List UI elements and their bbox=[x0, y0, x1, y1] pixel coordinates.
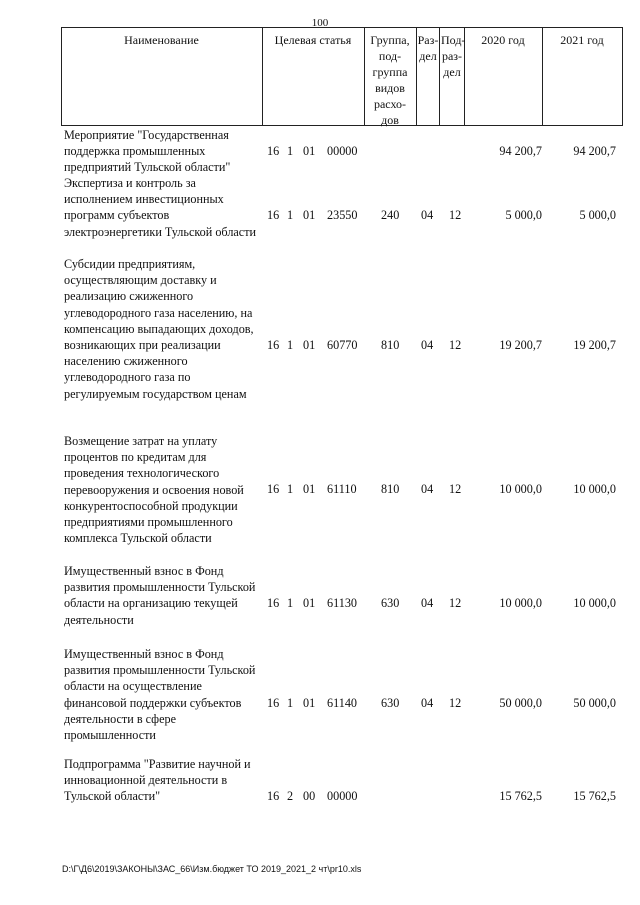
header-group: Группа, под-группа видов расхо-дов bbox=[370, 33, 410, 127]
group-code: 810 bbox=[381, 482, 400, 496]
column-divider bbox=[622, 28, 623, 125]
header-target: Целевая статья bbox=[274, 33, 352, 47]
amount-2021: 50 000,0 bbox=[573, 696, 616, 710]
podrazdel-code: 12 bbox=[449, 596, 462, 610]
razdel-code: 04 bbox=[421, 482, 434, 496]
target-code-2: 2 bbox=[287, 789, 294, 803]
header-2021: 2021 год bbox=[560, 33, 604, 47]
podrazdel-code: 12 bbox=[449, 696, 462, 710]
amount-2021: 10 000,0 bbox=[573, 596, 616, 610]
target-code-1: 16 bbox=[267, 338, 280, 352]
row-name: Имущественный взнос в Фонд развития промышленности Тульской области на организацию текущей деятельности bbox=[64, 564, 256, 627]
target-code-1: 16 bbox=[267, 208, 280, 222]
target-code-3: 01 bbox=[303, 696, 316, 710]
razdel-code: 04 bbox=[421, 208, 434, 222]
group-code: 810 bbox=[381, 338, 400, 352]
razdel-code: 04 bbox=[421, 696, 434, 710]
row-name: Имущественный взнос в Фонд развития промышленности Тульской области на осуществление финансовой поддержки субъектов деятельности в сфере промышленности bbox=[64, 647, 256, 743]
target-code-4: 23550 bbox=[327, 208, 358, 222]
target-code-3: 01 bbox=[303, 482, 316, 496]
target-code-2: 1 bbox=[287, 596, 294, 610]
target-code-4: 60770 bbox=[327, 338, 358, 352]
target-code-2: 1 bbox=[287, 208, 294, 222]
column-divider bbox=[439, 28, 440, 125]
amount-2020: 5 000,0 bbox=[505, 208, 542, 222]
group-code: 240 bbox=[381, 208, 400, 222]
target-code-3: 01 bbox=[303, 144, 316, 158]
target-code-2: 1 bbox=[287, 338, 294, 352]
group-code: 630 bbox=[381, 596, 400, 610]
amount-2021: 5 000,0 bbox=[579, 208, 616, 222]
file-path: D:\Г\Д6\2019\ЗАКОНЫ\ЗАС_66\Изм.бюджет ТО 2019_2021_2 чт\pr10.xls bbox=[62, 864, 362, 874]
target-code-4: 61110 bbox=[327, 482, 357, 496]
target-code-1: 16 bbox=[267, 144, 280, 158]
target-code-3: 01 bbox=[303, 208, 316, 222]
amount-2020: 10 000,0 bbox=[499, 596, 542, 610]
podrazdel-code: 12 bbox=[449, 338, 462, 352]
amount-2021: 15 762,5 bbox=[573, 789, 616, 803]
target-code-1: 16 bbox=[267, 789, 280, 803]
razdel-code: 04 bbox=[421, 596, 434, 610]
target-code-2: 1 bbox=[287, 144, 294, 158]
amount-2020: 50 000,0 bbox=[499, 696, 542, 710]
target-code-3: 01 bbox=[303, 596, 316, 610]
target-code-3: 01 bbox=[303, 338, 316, 352]
row-name: Мероприятие "Государственная поддержка промышленных предприятий Тульской области" bbox=[64, 128, 231, 175]
row-name: Субсидии предприятиям, осуществляющим доставку и реализацию сжиженного углеводородного газа населению, на компенсацию выпадающих доходов, возникающих при реализации населению сжиженного углеводородного газа по регулируемым государством ценам bbox=[64, 257, 254, 401]
header-name: Наименование bbox=[124, 33, 199, 47]
target-code-3: 00 bbox=[303, 789, 316, 803]
target-code-4: 00000 bbox=[327, 789, 358, 803]
row-name: Подпрограмма "Развитие научной и инновационной деятельности в Тульской области" bbox=[64, 757, 251, 804]
podrazdel-code: 12 bbox=[449, 208, 462, 222]
target-code-2: 1 bbox=[287, 696, 294, 710]
amount-2021: 10 000,0 bbox=[573, 482, 616, 496]
razdel-code: 04 bbox=[421, 338, 434, 352]
header-2020: 2020 год bbox=[481, 33, 525, 47]
row-name: Возмещение затрат на уплату процентов по кредитам для проведения технологического перевооружения и освоения новой конкурентоспособной продукции предприятиями промышленного комплекса Тульской области bbox=[64, 434, 244, 546]
target-code-1: 16 bbox=[267, 596, 280, 610]
amount-2020: 19 200,7 bbox=[499, 338, 542, 352]
header-podrazdel: Под-раз-дел bbox=[441, 33, 466, 79]
header-razdel: Раз-дел bbox=[417, 33, 439, 63]
target-code-1: 16 bbox=[267, 482, 280, 496]
row-name: Экспертиза и контроль за исполнением инвестиционных программ субъектов электроэнергетики Тульской области bbox=[64, 176, 257, 239]
target-code-4: 61140 bbox=[327, 696, 358, 710]
amount-2021: 19 200,7 bbox=[573, 338, 616, 352]
target-code-4: 00000 bbox=[327, 144, 358, 158]
table-header bbox=[61, 27, 623, 126]
target-code-1: 16 bbox=[267, 696, 280, 710]
target-code-2: 1 bbox=[287, 482, 294, 496]
target-code-4: 61130 bbox=[327, 596, 358, 610]
amount-2020: 94 200,7 bbox=[499, 144, 542, 158]
page-number: 100 bbox=[311, 17, 329, 29]
column-divider bbox=[364, 28, 365, 125]
podrazdel-code: 12 bbox=[449, 482, 462, 496]
amount-2020: 10 000,0 bbox=[499, 482, 542, 496]
group-code: 630 bbox=[381, 696, 400, 710]
amount-2020: 15 762,5 bbox=[499, 789, 542, 803]
amount-2021: 94 200,7 bbox=[573, 144, 616, 158]
